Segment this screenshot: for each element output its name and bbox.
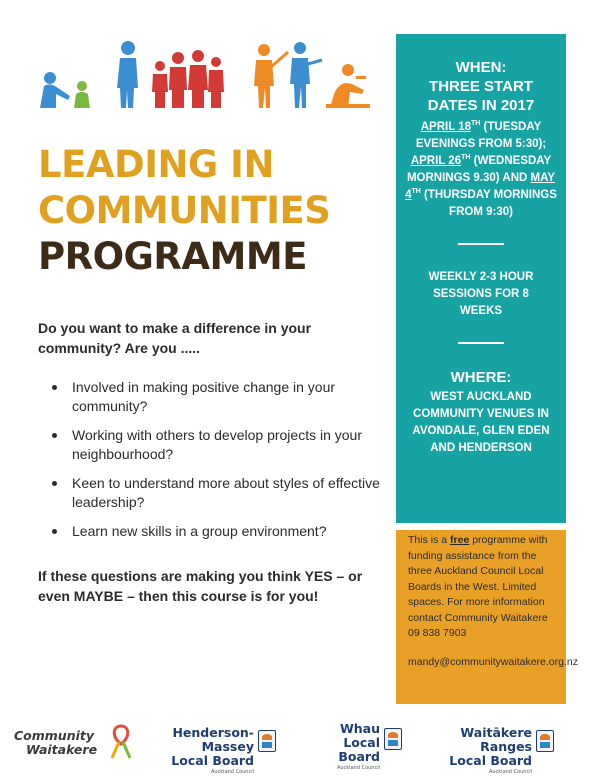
list-item: Involved in making positive change in your community? [52,378,382,416]
funding-info-pre: This is a [408,534,451,546]
date-3-detail: (THURSDAY MORNINGS FROM 9:30) [420,189,557,218]
council-label: Auckland Council [488,769,532,775]
footer-logos [0,716,600,775]
date-1: APRIL 18 [420,121,471,133]
date-2-suffix: TH [461,154,471,162]
title-line-2: COMMUNITIES [38,189,331,232]
community-people-icon [30,38,370,108]
parent-child-icon [40,72,90,108]
council-crest-icon [258,730,276,752]
worker-icon [254,44,288,108]
list-item: Working with others to develop projects in your neighbourhood? [52,426,382,464]
ribbon-icon [108,724,134,760]
board-label: Local Board [449,753,532,768]
builder-icon [290,42,322,108]
logo-text-line-2: Waitakere [26,742,98,757]
board-name: Waitākere Ranges [460,725,532,754]
funding-info [408,533,560,642]
funding-info-post: programme with funding assistance from the three Auckland Council Local Boards in the West. Limited spaces. For more information contact Community Waitakere 09 838 7903 [408,534,548,639]
where-heading: WHERE: [450,369,512,386]
date-2-detail: (WEDNESDAY MORNINGS 9.30) AND [406,155,552,184]
date-3: MAY 4 [405,172,556,201]
community-waitakere-logo [14,724,134,766]
venue-list: WEST AUCKLAND COMMUNITY VENUES IN AVONDALE, GLEN EDEN AND HENDERSON [412,391,550,454]
date-1-suffix: TH [471,120,481,128]
intro-question: Do you want to make a difference in your community? Are you ..... [38,320,312,356]
council-label: Auckland Council [210,769,254,775]
council-crest-icon [536,730,554,752]
question-list [52,378,382,551]
divider [458,243,504,245]
board-label: Local Board [171,753,254,768]
title-line-3: PROGRAMME [38,235,307,278]
waitakere-ranges-logo [428,725,554,775]
session-frequency: WEEKLY 2-3 HOUR SESSIONS FOR 8 WEEKS [428,271,534,317]
title-line-1: LEADING IN [38,143,274,186]
henderson-massey-logo [146,725,276,775]
council-crest-icon [384,728,402,750]
people-icons-banner [30,38,370,108]
whau-logo [300,721,402,771]
date-3-suffix: TH [411,188,421,196]
start-dates-summary: THREE START DATES IN 2017 [427,78,535,114]
when-heading: WHEN: [455,59,507,76]
free-label: free [450,534,470,546]
date-1-detail: (TUESDAY EVENINGS FROM 5:30); [415,121,547,150]
list-item: Learn new skills in a group environment? [52,522,382,541]
family-icon [152,50,224,108]
divider [458,342,504,344]
programme-title [38,142,388,280]
list-item: Keen to understand more about styles of effective leadership? [52,474,382,512]
standing-person-icon [117,41,138,108]
schedule-panel [396,34,566,523]
board-label: Local Board [338,735,380,764]
start-dates-list [396,119,566,221]
board-name: Henderson-Massey [172,725,254,754]
board-name: Whau [339,721,380,736]
council-label: Auckland Council [336,765,380,771]
contact-email[interactable]: mandy@communitywaitakere.org.nz [408,655,578,668]
date-2: APRIL 26 [410,155,462,167]
info-panel [396,530,578,704]
logo-text-line-1: Community [14,728,95,743]
crouching-worker-icon [326,64,370,108]
closing-statement: If these questions are making you think YES – or even MAYBE – then this course is for you! [38,568,363,604]
